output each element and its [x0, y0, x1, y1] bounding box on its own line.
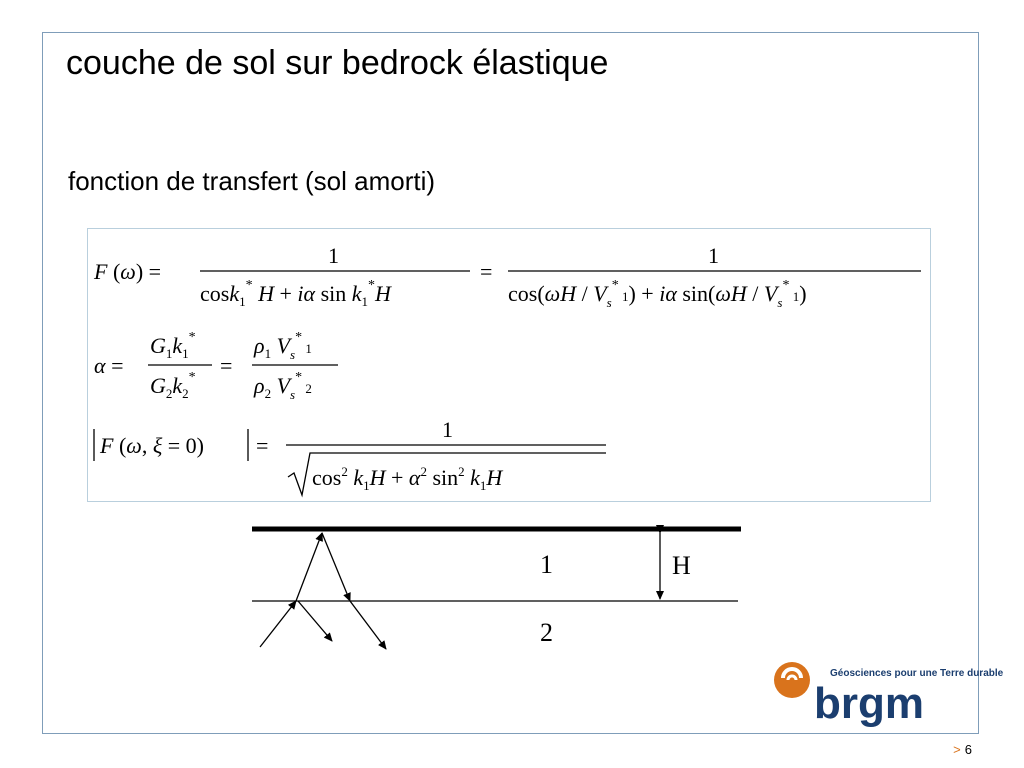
equations-figure [88, 229, 932, 503]
svg-text:ρ1 Vs* 1: $\rho_1$ $V_s^*$ $_1$ [254, 330, 312, 362]
impedance-ratio-equation [94, 330, 338, 402]
svg-text:=: = [480, 259, 493, 284]
brgm-logo [770, 652, 1004, 732]
transfer-function-equation [93, 243, 921, 310]
slide-subtitle: fonction de transfert (sol amorti) [68, 166, 436, 196]
logo-wordmark: brgm [814, 679, 924, 728]
svg-text:G1k1*: $G_1k_1^*$ [150, 330, 196, 361]
reflected-downgoing-ray [322, 533, 350, 601]
thickness-label: H [672, 551, 691, 580]
svg-text:cos2 k1H + α2 sin2 k1H: $\cos^2 k_1H + \alpha^2$ $\sin^2 k_1H$ [312, 464, 503, 493]
svg-text:G2k2*: $G_2k_2^*$ [150, 370, 196, 401]
svg-text:α =: α = [94, 353, 124, 378]
svg-text:ρ2 Vs* 2: $\rho_2$ $V_s^*$ $_2$ [254, 370, 312, 402]
svg-text:F (ω, ξ = 0): F (ω, ξ = 0) [100, 433, 204, 458]
page-arrow-icon: > [953, 742, 961, 757]
svg-text:1: 1 [442, 417, 453, 442]
svg-text:F (ω) =: F (ω) = [94, 259, 162, 284]
incident-ray [260, 601, 296, 647]
svg-text:=: = [256, 433, 269, 458]
slide-title: couche de sol sur bedrock élastique [66, 44, 609, 82]
svg-text:1: 1 [708, 243, 719, 268]
transmitted-ray [350, 601, 386, 649]
page-number: 6 [964, 742, 972, 757]
upgoing-ray [296, 533, 322, 601]
svg-text:=: = [220, 353, 233, 378]
svg-text:cosk1* H + iα sin k1*H: cosk$_1$* H + iα $\sin k_1^*H$ [200, 278, 391, 309]
layer-1-label: 1 [540, 550, 553, 579]
soil-layer-diagram [240, 515, 750, 655]
equation-box [87, 228, 931, 502]
svg-text:cos(ωH / Vs* 1) + iα sin(ωH /: $\cos(\omega H / V_s^*$ $_1$) + iα $\sin(\omega H / V_s^*$ $_1$) [508, 278, 807, 310]
svg-text:1: 1 [328, 243, 339, 268]
layer-2-label: 2 [540, 618, 553, 647]
logo-tagline: Géosciences pour une Terre durable [830, 668, 1004, 679]
reflected-ray-at-interface [298, 601, 332, 641]
page-footer [953, 742, 972, 757]
undamped-modulus-equation [94, 417, 606, 495]
